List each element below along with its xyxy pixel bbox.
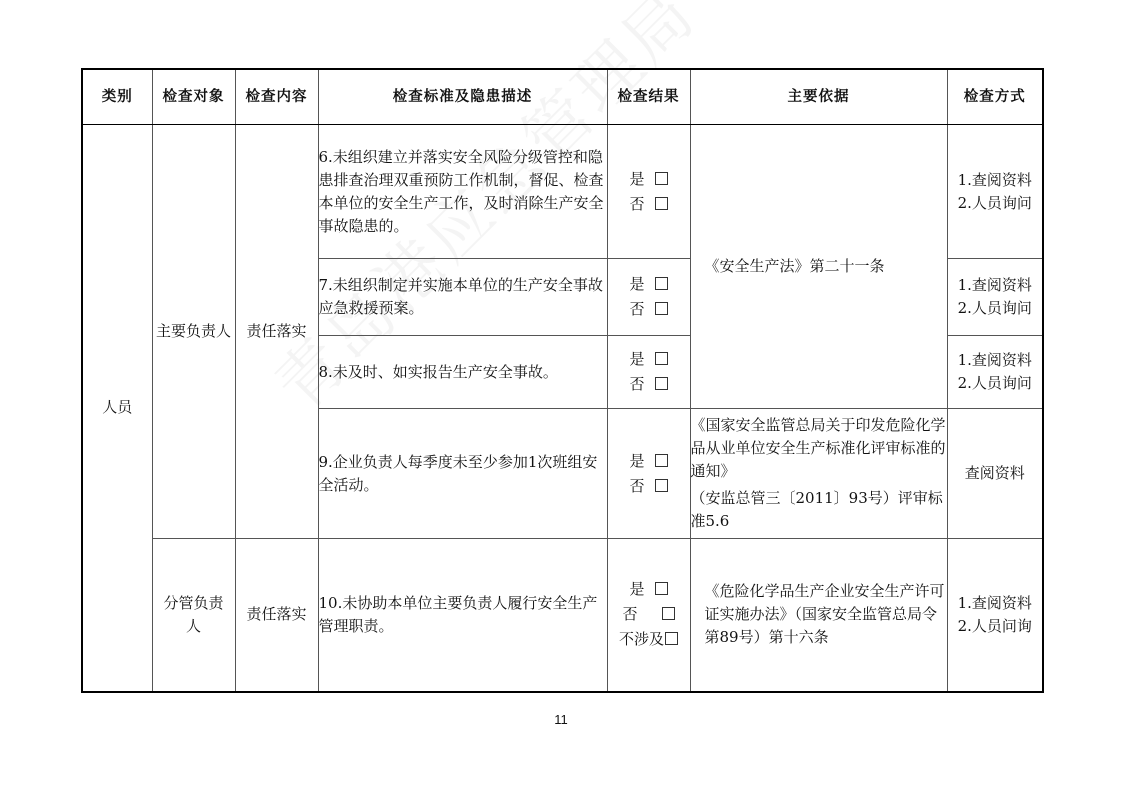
yes-checkbox[interactable] xyxy=(655,352,668,365)
basis-cell xyxy=(690,409,947,539)
standard-cell: 7.未组织制定并实施本单位的生产安全事故应急救援预案。 xyxy=(318,259,607,336)
result-cell xyxy=(607,336,690,409)
no-label: 否 xyxy=(629,194,645,213)
no-label: 否 xyxy=(622,605,638,624)
method-line: 1.查阅资料 xyxy=(957,593,1032,612)
basis-line: 《国家安全监管总局关于印发危险化学品从业单位安全生产标准化评审标准的通知》 xyxy=(690,416,946,480)
method-line: 2.人员询问 xyxy=(957,193,1032,212)
yes-checkbox[interactable] xyxy=(655,172,668,185)
standard-cell: 9.企业负责人每季度未至少参加1次班组安全活动。 xyxy=(318,409,607,539)
yes-label: 是 xyxy=(629,275,645,293)
header-content: 检查内容 xyxy=(235,69,318,125)
header-row xyxy=(82,69,1043,125)
content-cell: 责任落实 xyxy=(235,125,318,539)
yes-label: 是 xyxy=(629,169,645,188)
na-label: 不涉及 xyxy=(618,630,664,649)
header-category: 类别 xyxy=(82,69,152,125)
result-cell xyxy=(607,259,690,336)
no-checkbox[interactable] xyxy=(662,607,675,620)
method-line: 2.人员询问 xyxy=(957,374,1032,392)
method-cell xyxy=(947,336,1043,409)
basis-cell: 《危险化学品生产企业安全生产许可证实施办法》（国家安全监管总局令第89号）第十六条 xyxy=(690,539,947,692)
header-method: 检查方式 xyxy=(947,69,1043,125)
yes-label: 是 xyxy=(629,451,645,470)
method-line: 2.人员问询 xyxy=(957,616,1032,635)
no-label: 否 xyxy=(629,375,645,393)
page-number: 11 xyxy=(554,712,568,727)
header-object: 检查对象 xyxy=(152,69,235,125)
no-label: 否 xyxy=(629,300,645,318)
basis-cell: 《安全生产法》第二十一条 xyxy=(690,125,947,409)
yes-label: 是 xyxy=(629,350,645,368)
no-checkbox[interactable] xyxy=(655,479,668,492)
method-cell: 查阅资料 xyxy=(947,409,1043,539)
inspection-table xyxy=(81,68,1044,693)
basis-line: （安监总管三〔2011〕93号）评审标准5.6 xyxy=(690,489,943,530)
object-cell: 主要负责人 xyxy=(152,125,235,539)
no-label: 否 xyxy=(629,476,645,495)
header-basis: 主要依据 xyxy=(690,69,947,125)
header-result: 检查结果 xyxy=(607,69,690,125)
table-row xyxy=(82,539,1043,692)
yes-label: 是 xyxy=(629,580,645,599)
method-cell xyxy=(947,539,1043,692)
no-checkbox[interactable] xyxy=(655,302,668,315)
na-checkbox[interactable] xyxy=(665,632,678,645)
method-cell xyxy=(947,259,1043,336)
category-cell: 人员 xyxy=(82,125,152,692)
method-line: 2.人员询问 xyxy=(957,299,1032,317)
yes-checkbox[interactable] xyxy=(655,277,668,290)
no-checkbox[interactable] xyxy=(655,197,668,210)
yes-checkbox[interactable] xyxy=(655,454,668,467)
yes-checkbox[interactable] xyxy=(655,582,668,595)
table-row xyxy=(82,125,1043,259)
method-line: 1.查阅资料 xyxy=(957,351,1032,369)
standard-cell: 8.未及时、如实报告生产安全事故。 xyxy=(318,336,607,409)
header-standard: 检查标准及隐患描述 xyxy=(318,69,607,125)
no-checkbox[interactable] xyxy=(655,377,668,390)
content-cell: 责任落实 xyxy=(235,539,318,692)
result-cell xyxy=(607,539,690,692)
standard-cell: 6.未组织建立并落实安全风险分级管控和隐患排查治理双重预防工作机制，督促、检查本单位的安全生产工作，及时消除生产安全事故隐患的。 xyxy=(318,125,607,259)
result-cell xyxy=(607,125,690,259)
result-cell xyxy=(607,409,690,539)
object-cell: 分管负责人 xyxy=(152,539,235,692)
standard-cell: 10.未协助本单位主要负责人履行安全生产管理职责。 xyxy=(318,539,607,692)
method-line: 1.查阅资料 xyxy=(957,276,1032,294)
method-cell xyxy=(947,125,1043,259)
method-line: 1.查阅资料 xyxy=(957,170,1032,189)
